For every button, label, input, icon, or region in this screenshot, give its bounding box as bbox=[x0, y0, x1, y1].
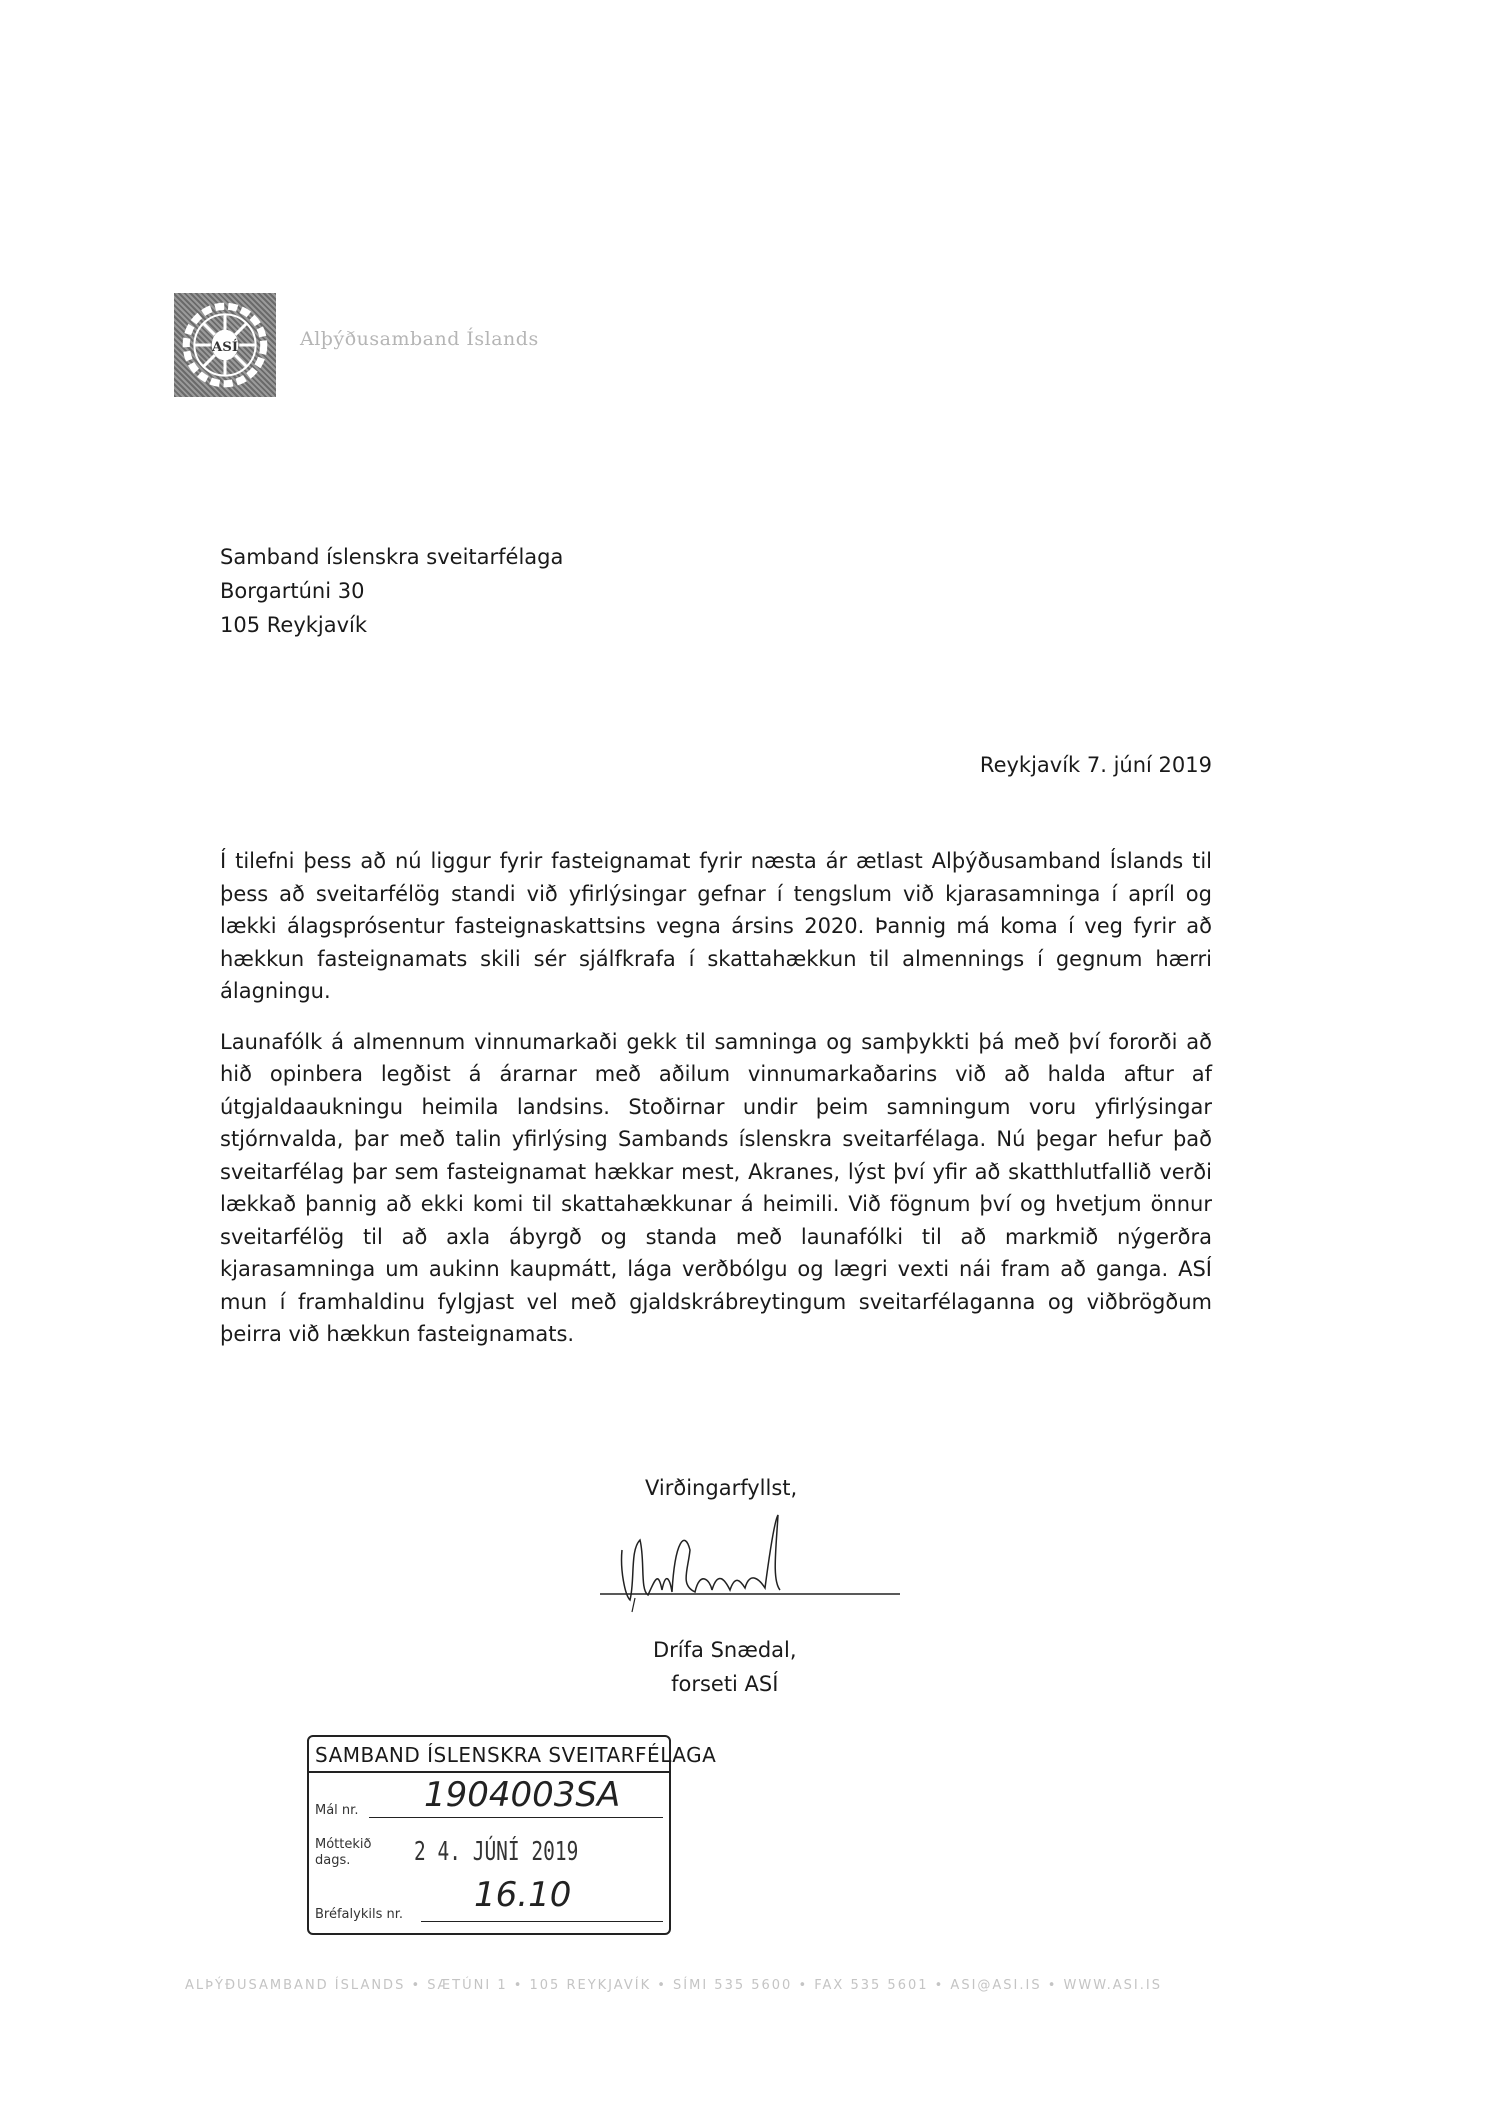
logo-text: ASÍ bbox=[211, 340, 239, 356]
received-stamp bbox=[307, 1735, 717, 1935]
recipient-name: Samband íslenskra sveitarfélaga bbox=[220, 545, 564, 569]
letter-body bbox=[220, 845, 1212, 1369]
key-label: Bréfalykils nr. bbox=[315, 1907, 404, 1922]
asi-logo-emblem bbox=[174, 293, 276, 397]
recipient-city: 105 Reykjavík bbox=[220, 613, 368, 637]
letter-footer: ALÞÝÐUSAMBAND ÍSLANDS • SÆTÚNI 1 • 105 REYKJAVÍK • SÍMI 535 5600 • FAX 535 5601 • ASI@ASI.IS • WWW.ASI.IS bbox=[185, 1978, 1162, 1993]
org-name: Alþýðusamband Íslands bbox=[300, 328, 539, 350]
recipient-street: Borgartúni 30 bbox=[220, 579, 365, 603]
letter-date: Reykjavík 7. júní 2019 bbox=[979, 753, 1212, 777]
case-number: 1904003SA bbox=[424, 1775, 621, 1815]
paragraph: Í tilefni þess að nú liggur fyrir fasteignamat fyrir næsta ár ætlast Alþýðusamband Íslands til þess að sveitarfélög standi við yfirlýsingar gefnar í tengslum við kjarasamninga í apríl og lækki álagsprósentur fasteignaskattsins vegna ársins 2020. Þannig má koma í veg fyrir að hækkun fasteignamats skili sér sjálfkrafa í skattahækkun til almennings í gegnum hærri álagningu. bbox=[220, 849, 1212, 1003]
received-date-label: dags. bbox=[315, 1853, 351, 1868]
signature bbox=[600, 1510, 900, 1620]
stamp-header: SAMBAND ÍSLENSKRA SVEITARFÉLAGA bbox=[309, 1737, 669, 1773]
case-label: Mál nr. bbox=[315, 1803, 359, 1818]
paragraph: Launafólk á almennum vinnumarkaði gekk til samninga og samþykkti þá með því fororði að hið opinbera legðist á árarnar með aðilum vinnumarkaðarins við að halda aftur af útgjaldaaukningu heimila landsins. Stoðirnar undir þeim samningum voru yfirlýsingar stjórnvalda, þar með talin yfirlýsing Sambands íslenskra sveitarfélaga. Nú þegar hefur það sveitarfélag þar sem fasteignamat hækkar mest, Akranes, lýst því yfir að skatthlutfallið verði lækkað þannig að ekki komi til skattahækkunar á heimili. Við fögnum því og hvetjum önnur sveitarfélög til að axla ábyrgð og standa með launafólki til að markmið nýgerðra kjarasamninga um aukinn kaupmátt, lága verðbólgu og lægri vexti nái fram að ganga. ASÍ mun í framhaldinu fylgjast vel með gjaldskrábreytingum sveitarfélaganna og viðbrögðum þeirra við hækkun fasteignamats. bbox=[220, 1029, 1212, 1346]
closing: Virðingarfyllst, bbox=[645, 1476, 798, 1500]
asi-logo bbox=[174, 293, 276, 397]
signer-title: forseti ASÍ bbox=[671, 1672, 779, 1696]
received-label: Móttekið bbox=[315, 1837, 372, 1852]
received-date: 2 4. JÚNÍ 2019 bbox=[414, 1837, 579, 1867]
key-number: 16.10 bbox=[474, 1875, 572, 1915]
signer-block bbox=[653, 1633, 797, 1701]
recipient-address bbox=[220, 540, 563, 642]
signer-name: Drífa Snædal, bbox=[653, 1638, 797, 1662]
